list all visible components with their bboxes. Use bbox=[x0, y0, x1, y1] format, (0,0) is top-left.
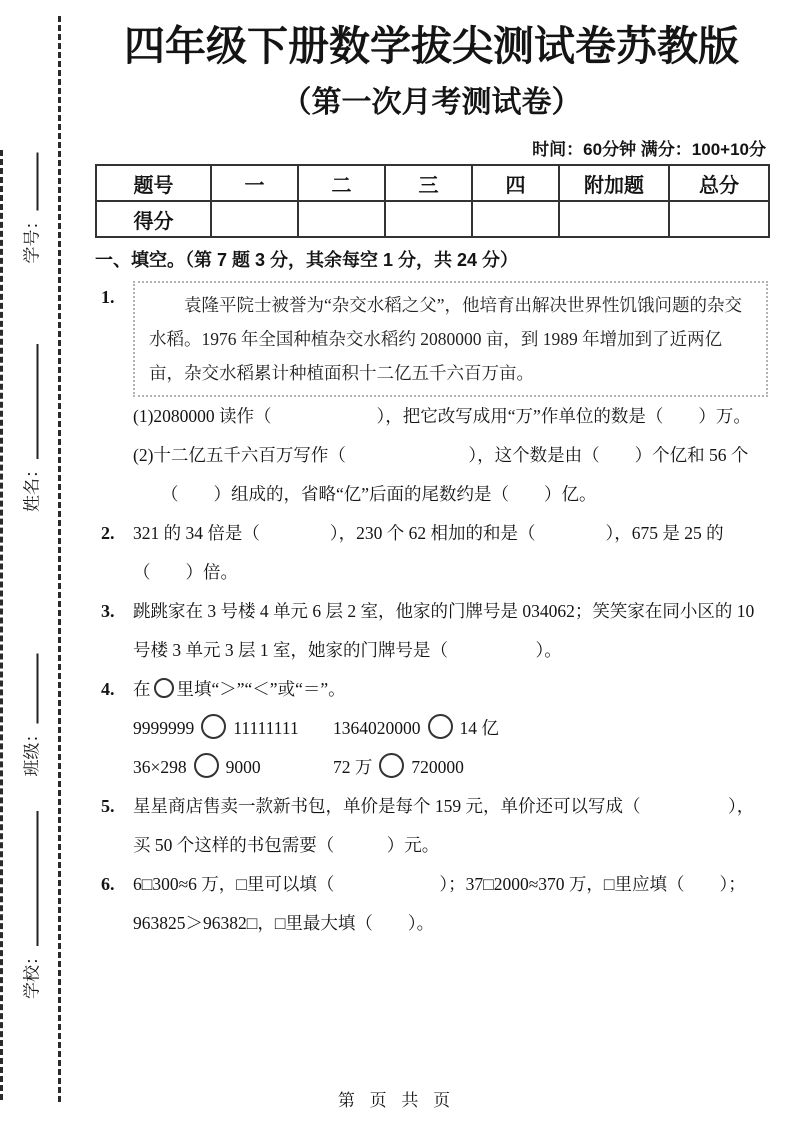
student-number-blank-line bbox=[27, 153, 39, 211]
comparison-left: 36×298 bbox=[133, 757, 187, 778]
exam-time-score-info: 时间：60分钟 满分：100+10分 bbox=[532, 140, 766, 160]
question-5-text: 星星商店售卖一款新书包，单价是每个 159 元，单价还可以写成（ ），买 50 个这样的书包需要（ ）元。 bbox=[133, 796, 755, 856]
score-cell-empty bbox=[211, 201, 298, 237]
compare-circle-icon bbox=[154, 678, 174, 698]
score-table-header-cell: 二 bbox=[298, 165, 385, 201]
score-table bbox=[95, 164, 770, 238]
question-6-number: 6. bbox=[101, 874, 115, 895]
comparison-item bbox=[333, 709, 768, 748]
question-2-number: 2. bbox=[101, 523, 115, 544]
compare-circle-icon bbox=[379, 753, 404, 778]
question-2 bbox=[95, 514, 768, 592]
score-row-label: 得分 bbox=[96, 201, 211, 237]
class-blank-line bbox=[27, 654, 39, 724]
question-1-number: 1. bbox=[101, 287, 115, 308]
comparison-item bbox=[133, 709, 333, 748]
page-subtitle: （第一次月考测试卷） bbox=[281, 86, 582, 120]
score-cell-empty bbox=[298, 201, 385, 237]
main-content bbox=[95, 0, 768, 943]
question-1-part-2: (2)十二亿五千六百万写作（ ），这个数是由（ ）个亿和 56 个（ ）组成的，省略“亿”后面的尾数约是（ ）亿。 bbox=[133, 445, 749, 505]
question-3-text: 跳跳家在 3 号楼 4 单元 6 层 2 室，他家的门牌号是 034062；笑笑家在同小区的 10 号楼 3 单元 3 层 1 室，她家的门牌号是（ ）。 bbox=[133, 601, 755, 661]
question-4-instruction-prefix: 在 bbox=[133, 679, 151, 700]
section-one-heading: 一、填空。（第 7 题 3 分，其余每空 1 分，共 24 分） bbox=[95, 250, 519, 271]
score-table-header-cell: 四 bbox=[472, 165, 559, 201]
compare-circle-icon bbox=[201, 714, 226, 739]
question-4-number: 4. bbox=[101, 679, 115, 700]
question-4-instruction-suffix: 里填“＞”“＜”或“＝”。 bbox=[176, 679, 346, 700]
score-cell-empty bbox=[559, 201, 669, 237]
question-3 bbox=[95, 592, 768, 670]
school-blank-line bbox=[27, 811, 39, 946]
student-number-field bbox=[18, 153, 43, 264]
student-number-label: 学号： bbox=[22, 212, 42, 264]
class-field bbox=[18, 654, 43, 777]
score-table-header-row bbox=[96, 165, 769, 201]
score-table-header-cell: 总分 bbox=[669, 165, 769, 201]
question-4 bbox=[95, 670, 768, 787]
score-table-header-cell: 附加题 bbox=[559, 165, 669, 201]
question-1 bbox=[95, 278, 768, 514]
score-table-header-cell: 题号 bbox=[96, 165, 211, 201]
comparison-item bbox=[333, 748, 768, 787]
question-5 bbox=[95, 787, 768, 865]
comparison-right: 720000 bbox=[411, 757, 464, 778]
comparison-right: 9000 bbox=[225, 757, 261, 778]
page-title: 四年级下册数学拔尖测试卷苏教版 bbox=[124, 23, 739, 69]
score-cell-empty bbox=[472, 201, 559, 237]
student-name-field bbox=[18, 344, 43, 512]
school-label: 学校： bbox=[22, 948, 42, 999]
score-cell-empty bbox=[385, 201, 472, 237]
question-6 bbox=[95, 865, 768, 943]
comparison-grid bbox=[133, 709, 768, 787]
class-label: 班级： bbox=[22, 725, 42, 777]
page-footer: 第 页 共 页 bbox=[337, 1091, 456, 1110]
question-2-text: 321 的 34 倍是（ ），230 个 62 相加的和是（ ），675 是 25 的（ ）倍。 bbox=[133, 523, 724, 583]
score-cell-empty bbox=[669, 201, 769, 237]
score-table-score-row bbox=[96, 201, 769, 237]
comparison-left: 9999999 bbox=[133, 718, 195, 739]
page-edge-dashed-line bbox=[0, 150, 3, 1100]
score-table-header-cell: 三 bbox=[385, 165, 472, 201]
question-3-number: 3. bbox=[101, 601, 115, 622]
compare-circle-icon bbox=[194, 753, 219, 778]
question-6-text: 6□300≈6 万，□里可以填（ ）；37□2000≈370 万，□里应填（ ）；963825＞96382□，□里最大填（ ）。 bbox=[133, 874, 746, 934]
question-1-part-1: (1)2080000 读作（ ），把它改写成用“万”作单位的数是（ ）万。 bbox=[133, 406, 751, 427]
question-1-body bbox=[133, 278, 768, 514]
comparison-right: 11111111 bbox=[233, 718, 299, 739]
question-1-passage-box: 袁隆平院士被誉为“杂交水稻之父”，他培育出解决世界性饥饿问题的杂交水稻。1976 年全国种植杂交水稻约 2080000 亩，到 1989 年增加到了近两亿亩，杂交水稻累计种植面积十二亿五千六百万亩。 bbox=[133, 281, 768, 397]
question-4-instruction bbox=[133, 670, 768, 709]
compare-circle-icon bbox=[428, 714, 453, 739]
question-list bbox=[95, 278, 768, 943]
comparison-item bbox=[133, 748, 333, 787]
comparison-left: 1364020000 bbox=[333, 718, 421, 739]
school-field bbox=[18, 811, 43, 999]
binding-dashed-line bbox=[58, 16, 61, 1102]
question-4-body bbox=[133, 670, 768, 787]
student-name-label: 姓名： bbox=[22, 461, 42, 512]
comparison-left: 72 万 bbox=[333, 757, 373, 778]
student-name-blank-line bbox=[27, 344, 39, 459]
question-5-number: 5. bbox=[101, 796, 115, 817]
comparison-right: 14 亿 bbox=[459, 718, 499, 739]
score-table-header-cell: 一 bbox=[211, 165, 298, 201]
